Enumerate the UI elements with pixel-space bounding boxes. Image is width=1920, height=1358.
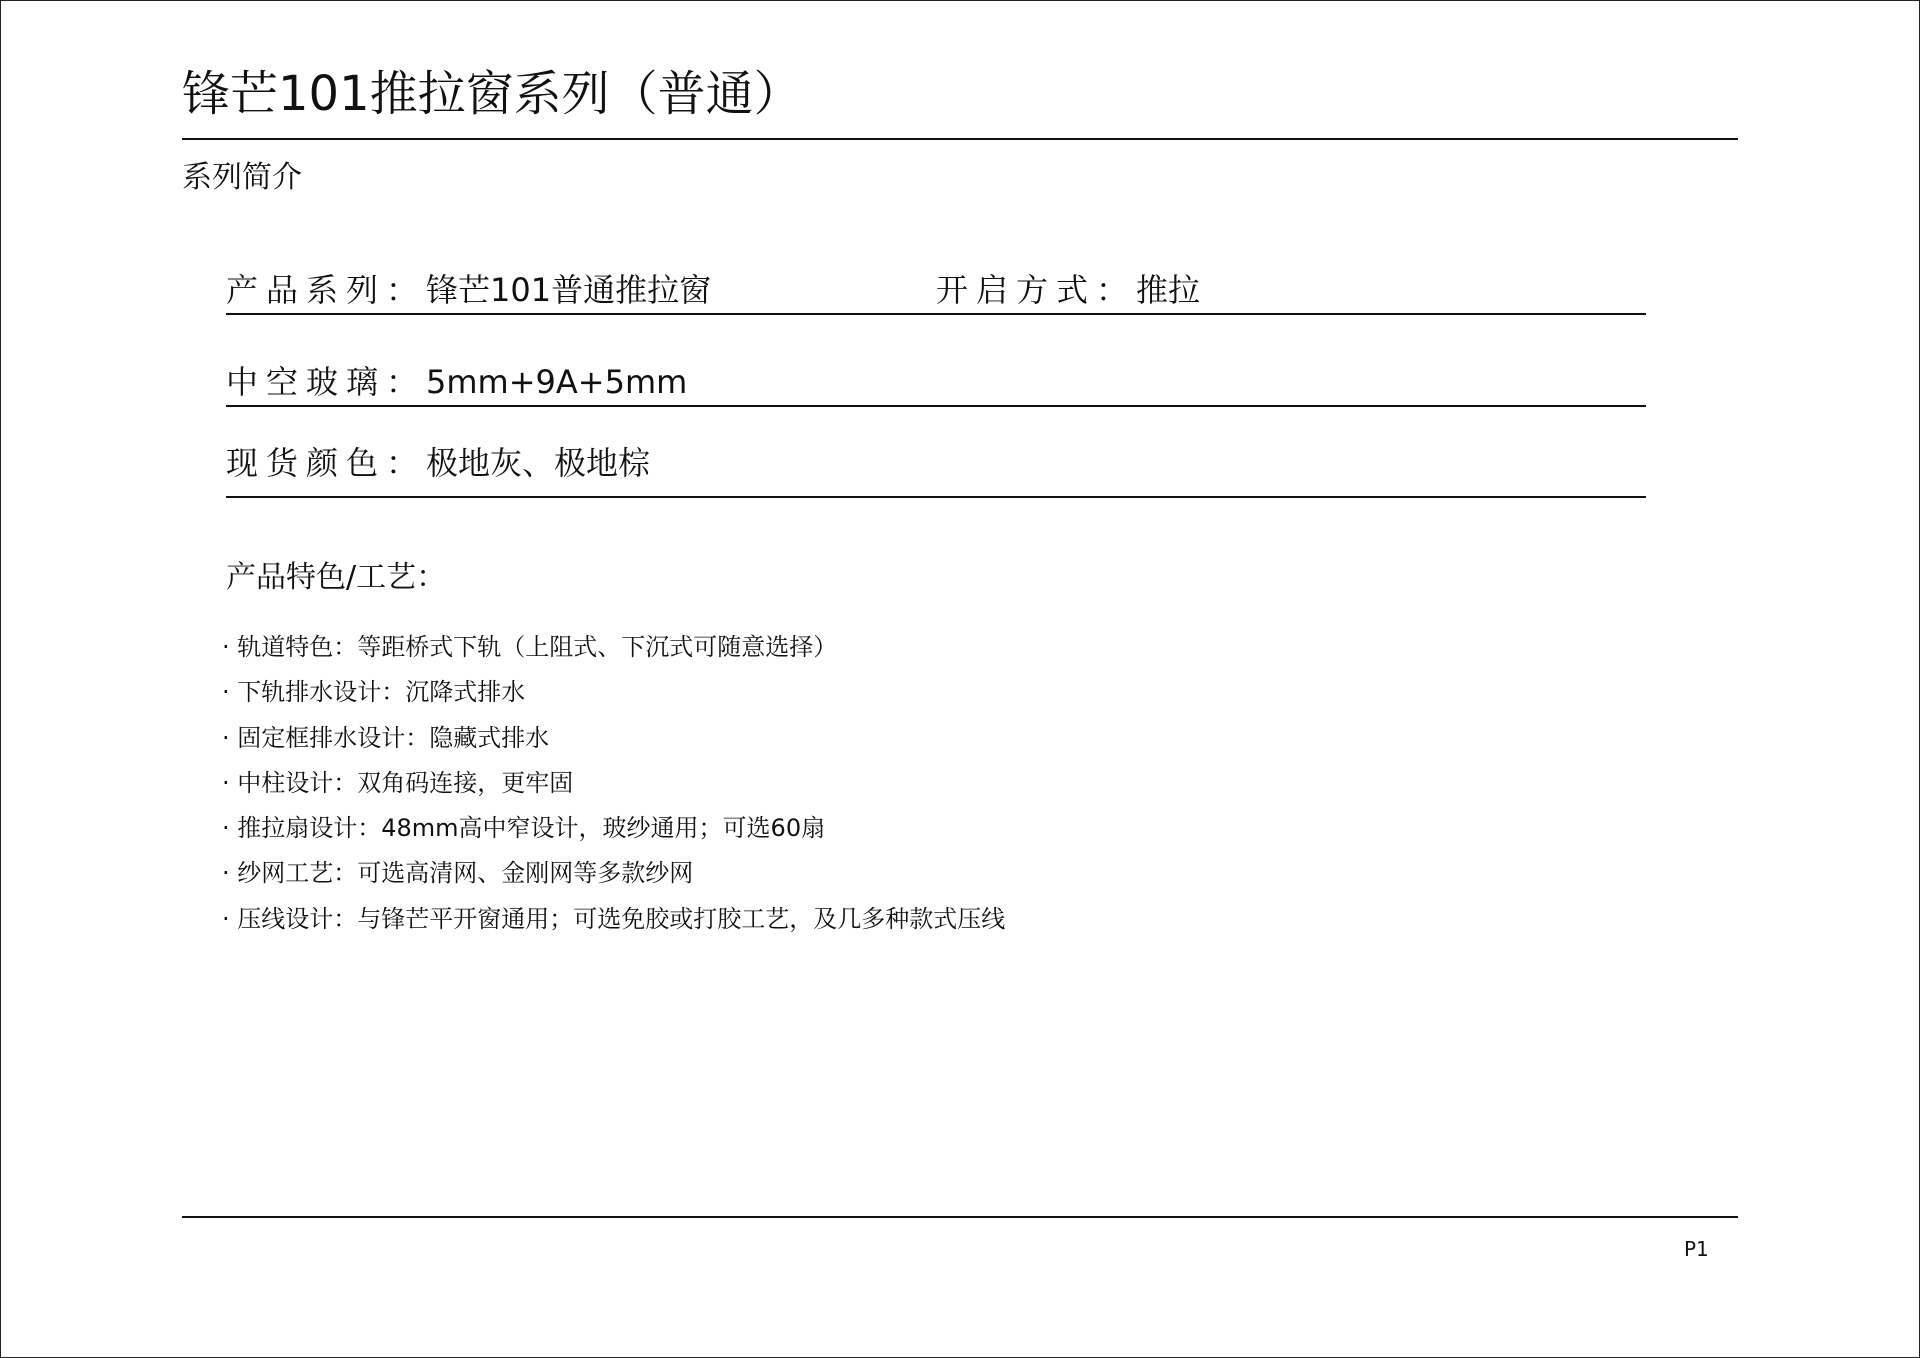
spec-divider bbox=[226, 496, 1646, 498]
spec-label: 现货颜色： bbox=[226, 444, 427, 482]
spec-label: 产品系列： bbox=[226, 271, 427, 309]
spec-value: 推拉 bbox=[1136, 271, 1201, 309]
spec-divider bbox=[226, 405, 1646, 407]
spec-row-series bbox=[226, 268, 1646, 312]
spec-insulated-glass bbox=[226, 360, 687, 404]
spec-row-colors bbox=[226, 441, 1646, 485]
spec-divider bbox=[226, 313, 1646, 315]
page-number: P1 bbox=[1684, 1237, 1709, 1261]
spec-value: 锋芒101普通推拉窗 bbox=[426, 271, 712, 309]
spec-value: 极地灰、极地棕 bbox=[426, 444, 651, 482]
feature-item: · 纱网工艺：可选高清网、金刚网等多款纱网 bbox=[222, 859, 694, 888]
feature-item: · 压线设计：与锋芒平开窗通用；可选免胶或打胶工艺，及几多种款式压线 bbox=[222, 904, 1006, 933]
spec-product-series bbox=[226, 268, 711, 312]
feature-item: · 固定框排水设计：隐藏式排水 bbox=[222, 723, 550, 752]
spec-stock-colors bbox=[226, 441, 650, 485]
page-title: 锋芒101推拉窗系列（普通） bbox=[182, 66, 802, 122]
features-heading: 产品特色/工艺： bbox=[226, 560, 447, 595]
footer-divider bbox=[182, 1216, 1738, 1218]
section-subtitle: 系列简介 bbox=[182, 160, 302, 195]
spec-value: 5mm+9A+5mm bbox=[426, 363, 688, 401]
feature-item: · 下轨排水设计：沉降式排水 bbox=[222, 678, 526, 707]
title-divider bbox=[182, 138, 1738, 140]
feature-item: · 轨道特色：等距桥式下轨（上阻式、下沉式可随意选择） bbox=[222, 633, 838, 661]
feature-list bbox=[222, 625, 1005, 942]
spec-label: 开启方式： bbox=[936, 271, 1137, 309]
spec-row-glass bbox=[226, 360, 1646, 404]
feature-item: · 推拉扇设计：48mm高中窄设计，玻纱通用；可选60扇 bbox=[222, 814, 826, 843]
spec-label: 中空玻璃： bbox=[226, 363, 427, 401]
spec-opening-method bbox=[936, 268, 1200, 312]
feature-item: · 中柱设计：双角码连接，更牢固 bbox=[222, 768, 574, 797]
